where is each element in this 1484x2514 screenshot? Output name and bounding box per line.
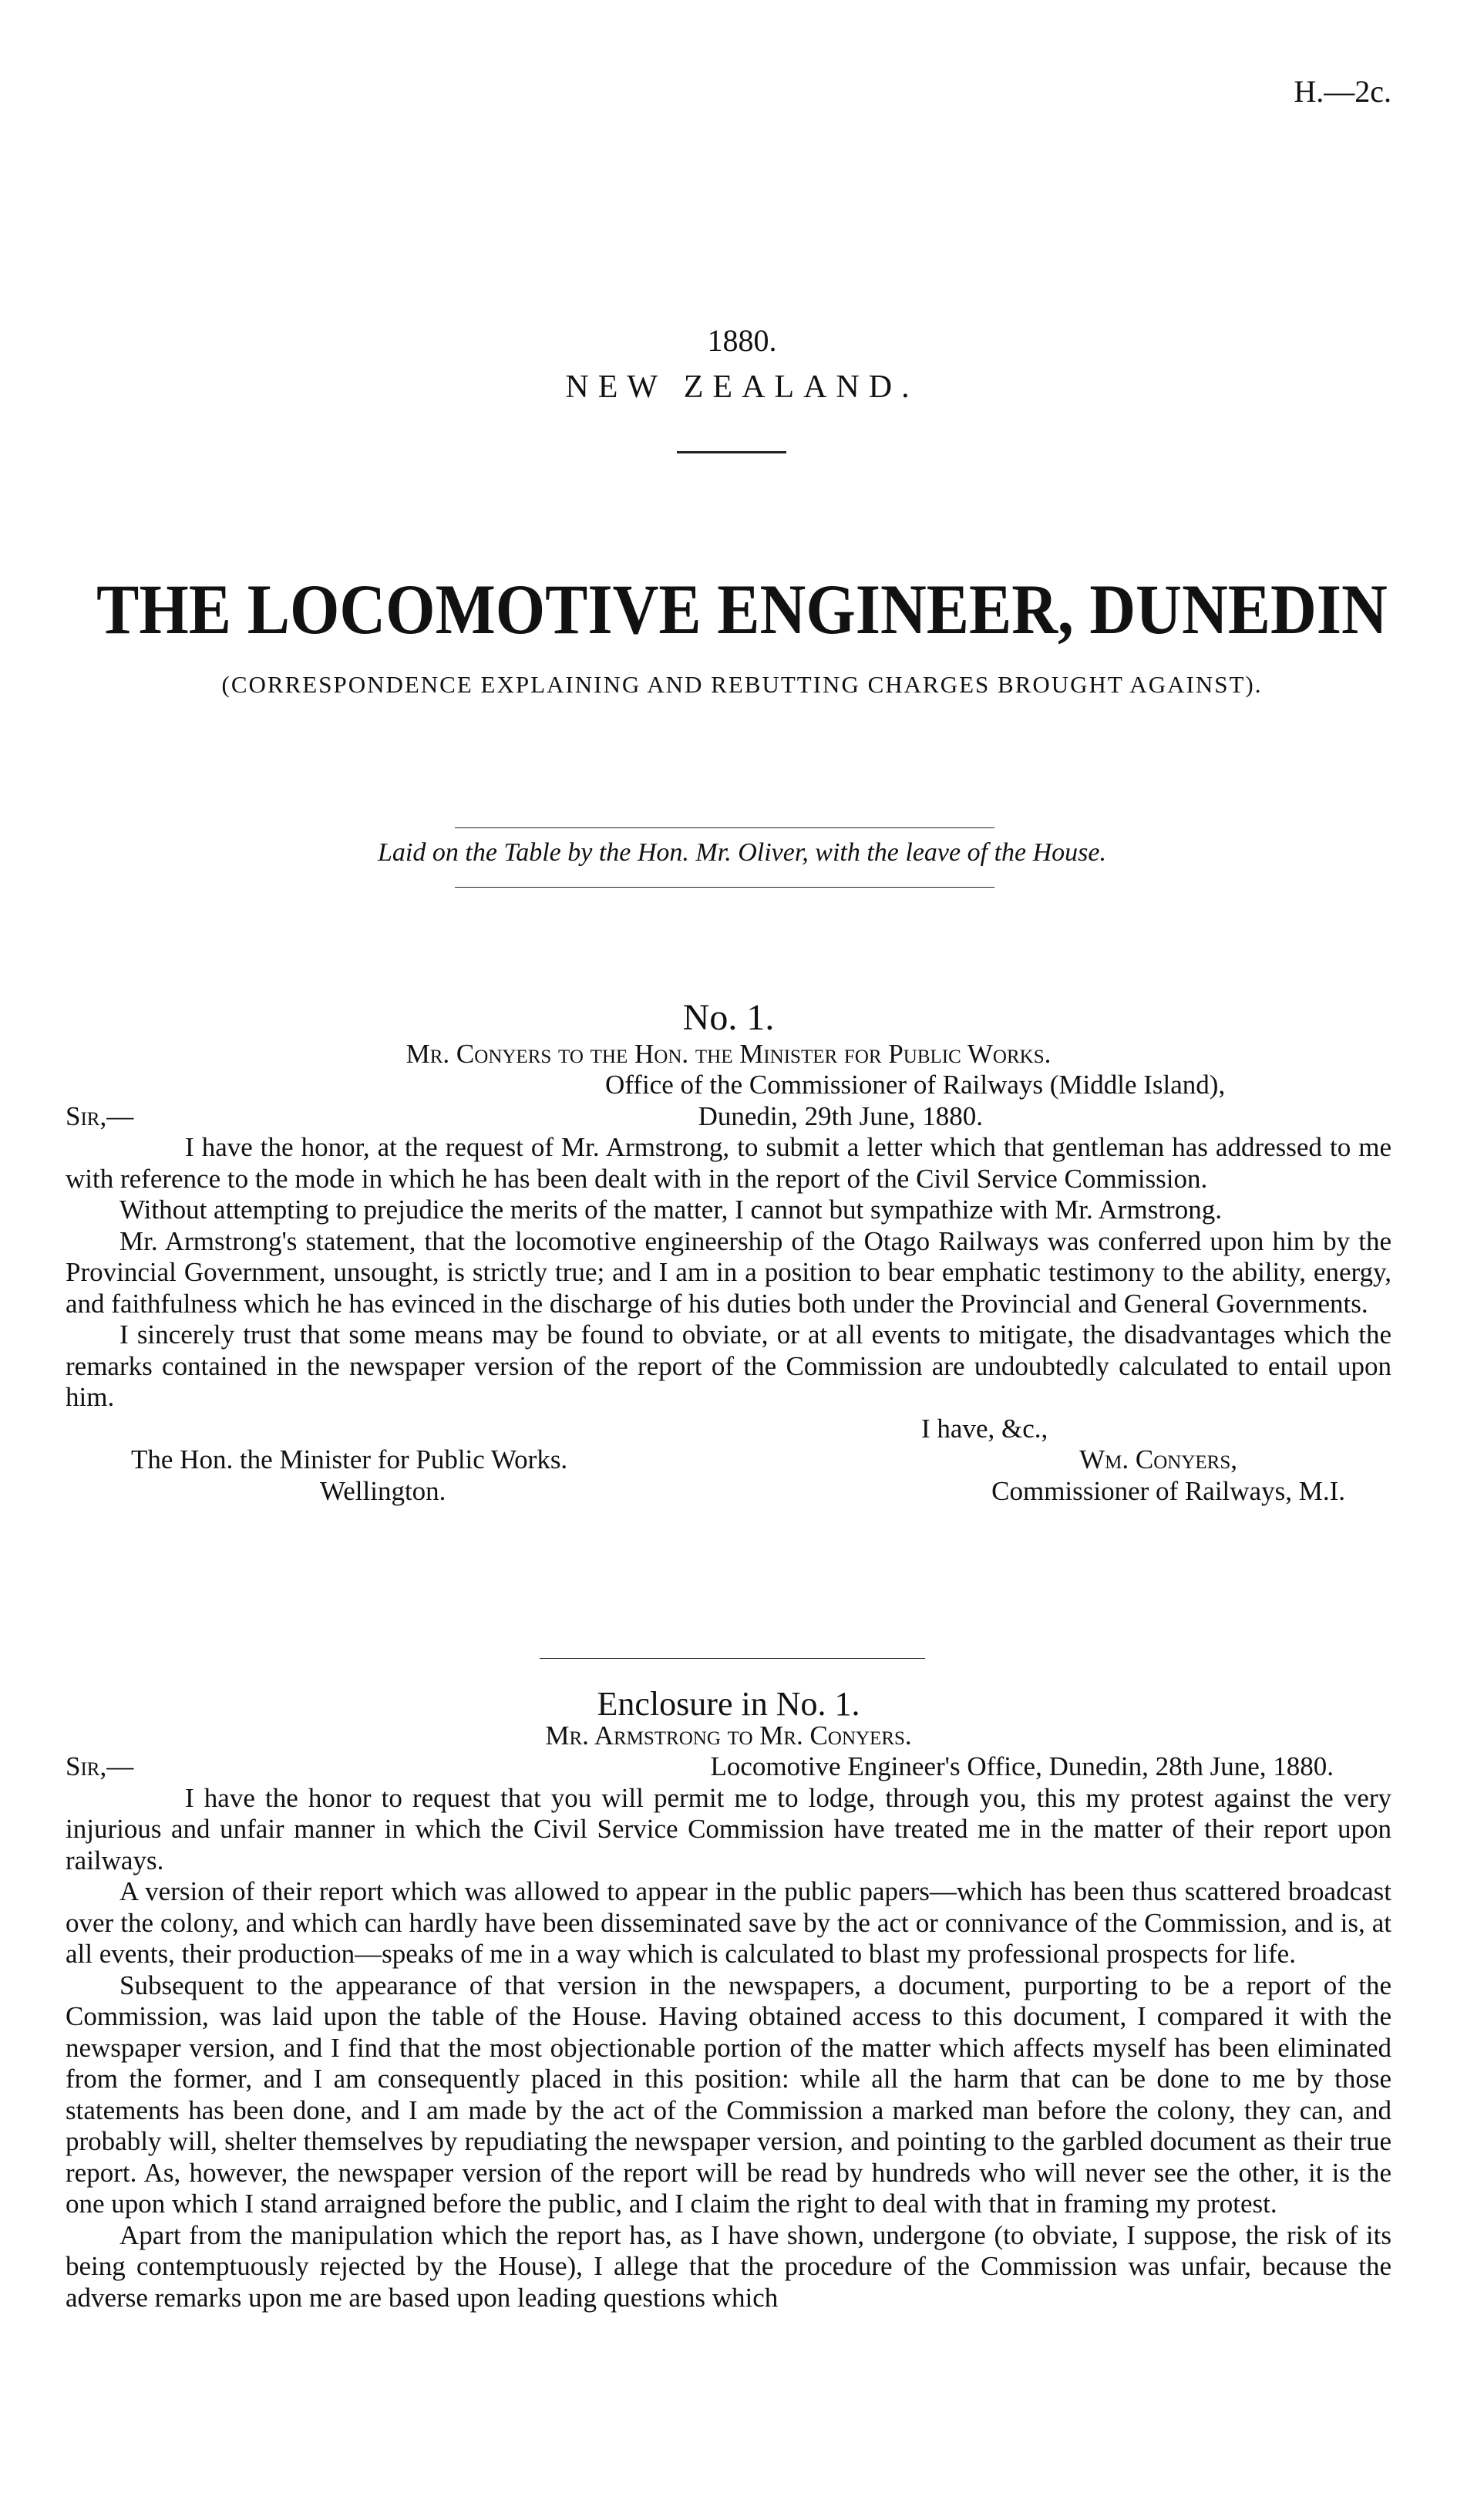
- paragraph: A version of their report which was allowed to appear in the public papers—which has been thus scattered broadcast over the colony, and which can hardly have been disseminated save by the act or connivance of the Commission, and is, at all events, their production—speaks of me in a way which is calculated to blast my professional prospects for life.: [66, 1876, 1391, 1969]
- paragraph: I sincerely trust that some means may be found to obviate, or at all events to mitigate, the disadvantages which the remarks contained in the newspaper version of the report of the Commission are undoubtedly calculated to entail upon him.: [66, 1319, 1391, 1412]
- enclosure-letter: [66, 1685, 1391, 2313]
- document-subtitle: (CORRESPONDENCE EXPLAINING AND REBUTTING CHARGES BROUGHT AGAINST).: [221, 671, 1263, 698]
- divider: [540, 1658, 925, 1659]
- letter-from-to: Mr. Conyers to the Hon. the Minister for Public Works.: [405, 1038, 1052, 1069]
- signature: Wm. Conyers,: [1079, 1444, 1237, 1474]
- paragraph: Subsequent to the appearance of that version in the newspapers, a document, purporting to be a report of the Commission, was laid upon the table of the House. Having obtained access to this document, I compared it with the newspaper version, and I find that the most objectionable portion of the matter which affects myself has been eliminated from the former, and I am consequently placed in this position: while all the harm that can be done to me by those statements has been done, and I am made by the act of the Commission a marked man before the colony, they can, and probably will, shelter themselves by repudiating the newspaper version, and pointing to the garbled document as their true report. As, however, the newspaper version of the report will be read by hundreds who will never see the other, it is the one upon which I stand arraigned before the public, and I claim the right to deal with that in framing my protest.: [66, 1970, 1391, 2219]
- laid-on-table-note: Laid on the Table by the Hon. Mr. Oliver, with the leave of the House.: [378, 838, 1106, 867]
- letter-office: Office of the Commissioner of Railways (Middle Island),: [605, 1070, 1226, 1100]
- salutation: Sir,—: [66, 1751, 134, 1781]
- addressee: The Hon. the Minister for Public Works.: [131, 1444, 568, 1474]
- divider: [677, 451, 786, 453]
- divider: [455, 887, 994, 888]
- letter-date: Locomotive Engineer's Office, Dunedin, 28th June, 1880.: [710, 1751, 1334, 1781]
- divider: [455, 827, 994, 828]
- section-heading: Enclosure in No. 1.: [597, 1685, 860, 1723]
- paragraph: Apart from the manipulation which the report has, as I have shown, undergone (to obviate, I suppose, the risk of its being contemptuously rejected by the House), I allege that the procedure of the Commission was unfair, because the adverse remarks upon me are based upon leading questions which: [66, 2219, 1391, 2313]
- paragraph: Without attempting to prejudice the merits of the matter, I cannot but sympathize with Mr. Armstrong.: [119, 1195, 1222, 1225]
- closing: I have, &c.,: [921, 1413, 1048, 1444]
- paragraph: I have the honor, at the request of Mr. Armstrong, to submit a letter which that gentleman has addressed to me with reference to the mode in which he has been dealt with in the report of the Civil Service Commission.: [66, 1132, 1391, 1194]
- document-reference: H.—2c.: [1294, 74, 1391, 109]
- year: 1880.: [707, 323, 777, 358]
- paragraph: I have the honor to request that you will permit me to lodge, through you, this my protest against the very injurious and unfair manner in which the Civil Service Commission have treated me in the matter of their report upon railways.: [66, 1782, 1391, 1875]
- country: NEW ZEALAND.: [565, 369, 919, 405]
- salutation: Sir,—: [66, 1100, 134, 1131]
- letter-from-to: Mr. Armstrong to Mr. Conyers.: [545, 1720, 912, 1751]
- paragraph: Mr. Armstrong's statement, that the locomotive engineership of the Otago Railways was conferred upon him by the Provincial Government, unsought, is strictly true; and I am in a position to bear emphatic testimony to the ability, energy, and faithfulness which he has evinced in the discharge of his duties both under the Provincial and General Governments.: [66, 1225, 1391, 1319]
- letter-no1: [66, 997, 1391, 1507]
- document-title: THE LOCOMOTIVE ENGINEER, DUNEDIN: [96, 570, 1388, 649]
- letter-date: Dunedin, 29th June, 1880.: [698, 1100, 983, 1131]
- addressee-place: Wellington.: [320, 1475, 446, 1506]
- section-heading: No. 1.: [682, 997, 775, 1038]
- signature-title: Commissioner of Railways, M.I.: [991, 1475, 1345, 1506]
